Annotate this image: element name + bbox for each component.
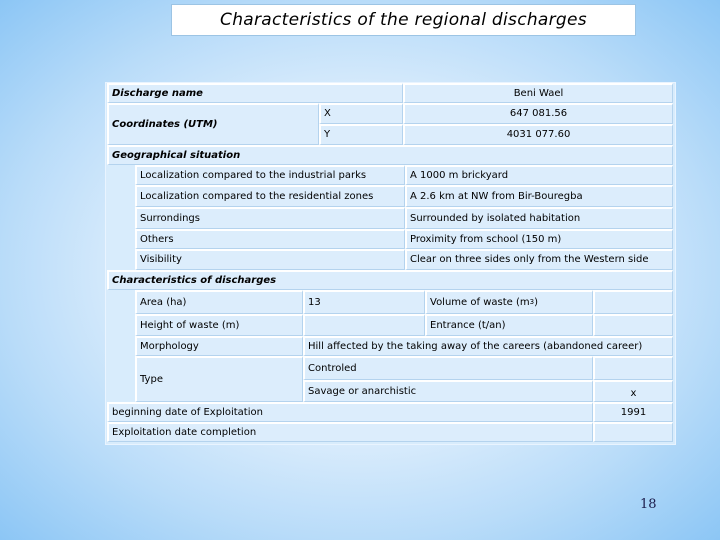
geo-row-value: Clear on three sides only from the Western side	[405, 249, 673, 270]
volume-label-close: )	[534, 296, 538, 308]
type-controlled: Controled	[303, 356, 593, 380]
entrance-value	[593, 314, 673, 336]
geo-row-label: Others	[135, 229, 405, 249]
coordinate-x-value: 647 081.56	[403, 103, 673, 124]
type-savage-mark: x	[593, 380, 673, 402]
volume-label	[425, 290, 593, 314]
geo-row-label: Localization compared to the residential zones	[135, 185, 405, 207]
geo-row-label: Surrondings	[135, 207, 405, 229]
geo-row-label: Visibility	[135, 249, 405, 270]
geo-row-label: Localization compared to the industrial parks	[135, 165, 405, 185]
height-value	[303, 314, 425, 336]
exploitation-begin-value: 1991	[593, 402, 673, 422]
geo-row-value: A 2.6 km at NW from Bir-Bouregba	[405, 185, 673, 207]
slide-title: Characteristics of the regional discharges	[171, 4, 636, 36]
morphology-value: Hill affected by the taking away of the careers (abandoned career)	[303, 336, 673, 356]
volume-value	[593, 290, 673, 314]
coordinate-y-label: Y	[319, 124, 403, 145]
coordinates-label: Coordinates (UTM)	[107, 103, 319, 145]
geo-row-value: Surrounded by isolated habitation	[405, 207, 673, 229]
height-label: Height of waste (m)	[135, 314, 303, 336]
volume-label-exponent: 3	[529, 298, 535, 306]
page-number: 18	[640, 497, 657, 512]
volume-label-text: Volume of waste (m	[430, 296, 530, 308]
coordinate-y-value: 4031 077.60	[403, 124, 673, 145]
type-savage: Savage or anarchistic	[303, 380, 593, 402]
area-label: Area (ha)	[135, 290, 303, 314]
discharge-name-label: Discharge name	[107, 83, 403, 103]
geo-row-value: A 1000 m brickyard	[405, 165, 673, 185]
geo-row-value: Proximity from school (150 m)	[405, 229, 673, 249]
geo-section-header: Geographical situation	[107, 145, 673, 165]
entrance-label: Entrance (t/an)	[425, 314, 593, 336]
coordinate-x-label: X	[319, 103, 403, 124]
type-controlled-mark	[593, 356, 673, 380]
chars-section-header: Characteristics of discharges	[107, 270, 673, 290]
exploitation-completion-value	[593, 422, 673, 442]
morphology-label: Morphology	[135, 336, 303, 356]
type-label: Type	[135, 356, 303, 402]
discharge-name-value: Beni Wael	[403, 83, 673, 103]
exploitation-begin-label: beginning date of Exploitation	[107, 402, 593, 422]
area-value: 13	[303, 290, 425, 314]
exploitation-completion-label: Exploitation date completion	[107, 422, 593, 442]
